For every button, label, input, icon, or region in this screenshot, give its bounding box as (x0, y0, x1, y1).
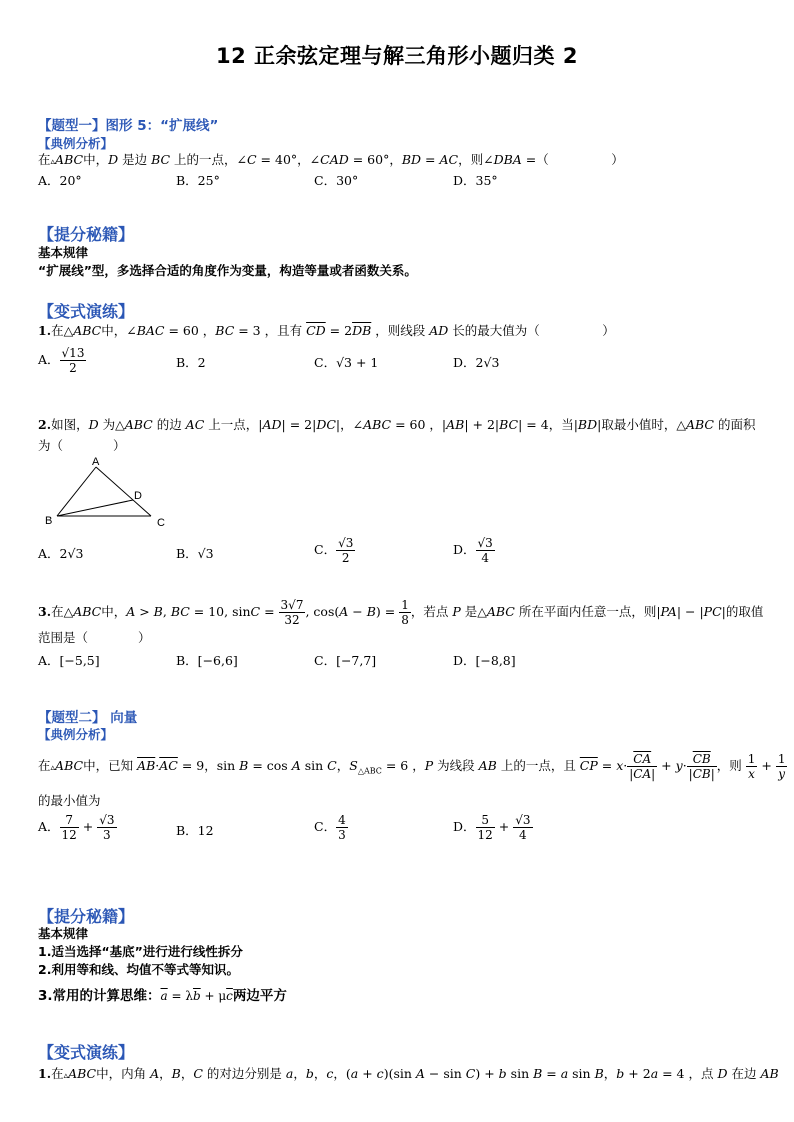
tips-heading-1: 【提分秘籍】 (38, 225, 135, 244)
label-d: D (134, 490, 142, 502)
q3-option-b[interactable]: B．[−6,6] (176, 653, 238, 668)
practice-heading-2: 【变式演练】 (38, 1043, 135, 1062)
q2-option-d[interactable]: D． $\frac{√3}{4}$ (453, 536, 493, 565)
rule-text-1: “扩展线”型，多选择合适的角度作为变量，构造等量或者函数关系。 (38, 263, 417, 278)
q1-option-a[interactable]: A． $\frac{√13}{2}$ (38, 346, 85, 375)
rule-label-1: 基本规律 (38, 245, 89, 260)
edge-ac (96, 467, 151, 516)
type2-option-b[interactable]: B．12 (176, 823, 214, 838)
practice2-question-1: 1.在▵ABC中，内角 A，B，C 的对边分别是 a，b，c，(a + c)(sin A − sin C) + b sin B = a sin B，b + 2a = 4 ，点 D 在边 AB (38, 1066, 779, 1081)
q1-option-c[interactable]: C．√3 + 1 (314, 355, 379, 370)
q3-option-c[interactable]: C．[−7,7] (314, 653, 377, 668)
question-text: 在▵ABC中，D 是边 BC 上的一点，∠C = 40°，∠CAD = 60°，BD = AC，则∠DBA =（ ） (38, 152, 624, 167)
example-label-2: 【典例分析】 (38, 727, 114, 742)
type2-option-a[interactable]: A． $\frac{7}{12}$ + $\frac{√3}{3}$ (38, 813, 115, 842)
rule-item-3: 3.常用的计算思维：$\overline{a} = \lambda\overline{b} + \mu\overline{c}$两边平方 (38, 988, 287, 1004)
q2-option-a[interactable]: A．2√3 (38, 546, 84, 561)
q1-option-d[interactable]: D．2√3 (453, 355, 500, 370)
tips-heading-2: 【提分秘籍】 (38, 907, 135, 926)
q2-option-b[interactable]: B．√3 (176, 546, 214, 561)
question-1-text: 1.在△ABC中，∠BAC = 60 ，BC = 3 ，且有 $\overline{CD} = 2\overline{DB}$ ，则线段 AD 长的最大值为（ ） (38, 323, 615, 338)
q3-option-d[interactable]: D．[−8,8] (453, 653, 516, 668)
label-a: A (92, 456, 100, 468)
section-heading-type2: 【题型二】 向量 (38, 710, 138, 726)
triangle-figure (40, 455, 175, 530)
option-c[interactable]: C．30° (314, 173, 359, 188)
type2-option-d[interactable]: D． $\frac{5}{12}$ + $\frac{√3}{4}$ (453, 813, 531, 842)
section-heading-type1: 【题型一】图形 5：“扩展线” (38, 118, 219, 134)
option-d[interactable]: D．35° (453, 173, 498, 188)
rule-item-2: 2.利用等和线、均值不等式等知识。 (38, 962, 239, 977)
q1-option-b[interactable]: B．2 (176, 355, 206, 370)
option-a[interactable]: A．20° (38, 173, 82, 188)
type2-question-line2: 的最小值为 (38, 793, 101, 808)
option-b[interactable]: B．25° (176, 173, 220, 188)
example-label-1: 【典例分析】 (38, 136, 114, 151)
question-2-text: 2.如图，D 为△ABC 的边 AC 上一点，|AD| = 2|DC|，∠ABC = 60 ，|AB| + 2|BC| = 4，当|BD|取最小值时，△ABC 的面积 (38, 417, 756, 432)
practice-heading-1: 【变式演练】 (38, 302, 135, 321)
question-2-text-line2: 为（ ） (38, 438, 126, 453)
type2-option-c[interactable]: C． $\frac{4}{3}$ (314, 813, 346, 842)
q3-option-a[interactable]: A．[−5,5] (38, 653, 100, 668)
page-title: 12 正余弦定理与解三角形小题归类 2 (216, 44, 578, 68)
label-c: C (157, 517, 165, 529)
rule-label-2: 基本规律 (38, 926, 89, 941)
q2-option-c[interactable]: C． $\frac{√3}{2}$ (314, 536, 354, 565)
question-3-text: 3.在△ABC中，A > B, BC = 10, sinC = $\frac{3√7}{32}$ , cos(A − B) = $\frac{1}{8}$ ，若点 P 是△ABC 所在平面内任意一点，则|PA| − |PC|的取值 (38, 598, 764, 627)
type2-question-text: 在▵ABC中，已知 $\overline{AB}\cdot\overline{AC} = 9$，sin B = cos A sin C，$S_{\triangle ABC} = 6$ ，P 为线段 AB 上的一点，且 $\overline{CP} = x\cdot$ $\frac{\overline{CA}}{|\overline{CA}|}$ + y· $\frac{\overline{CB}}{|\overline{CB}|}$ ，则 $\frac{1}{x}$ + $\frac{1}{y}$ (38, 752, 786, 781)
question-3-text-line2: 范围是（ ） (38, 630, 151, 645)
rule-item-1: 1.适当选择“基底”进行进行线性拆分 (38, 944, 243, 959)
label-b: B (45, 515, 53, 527)
